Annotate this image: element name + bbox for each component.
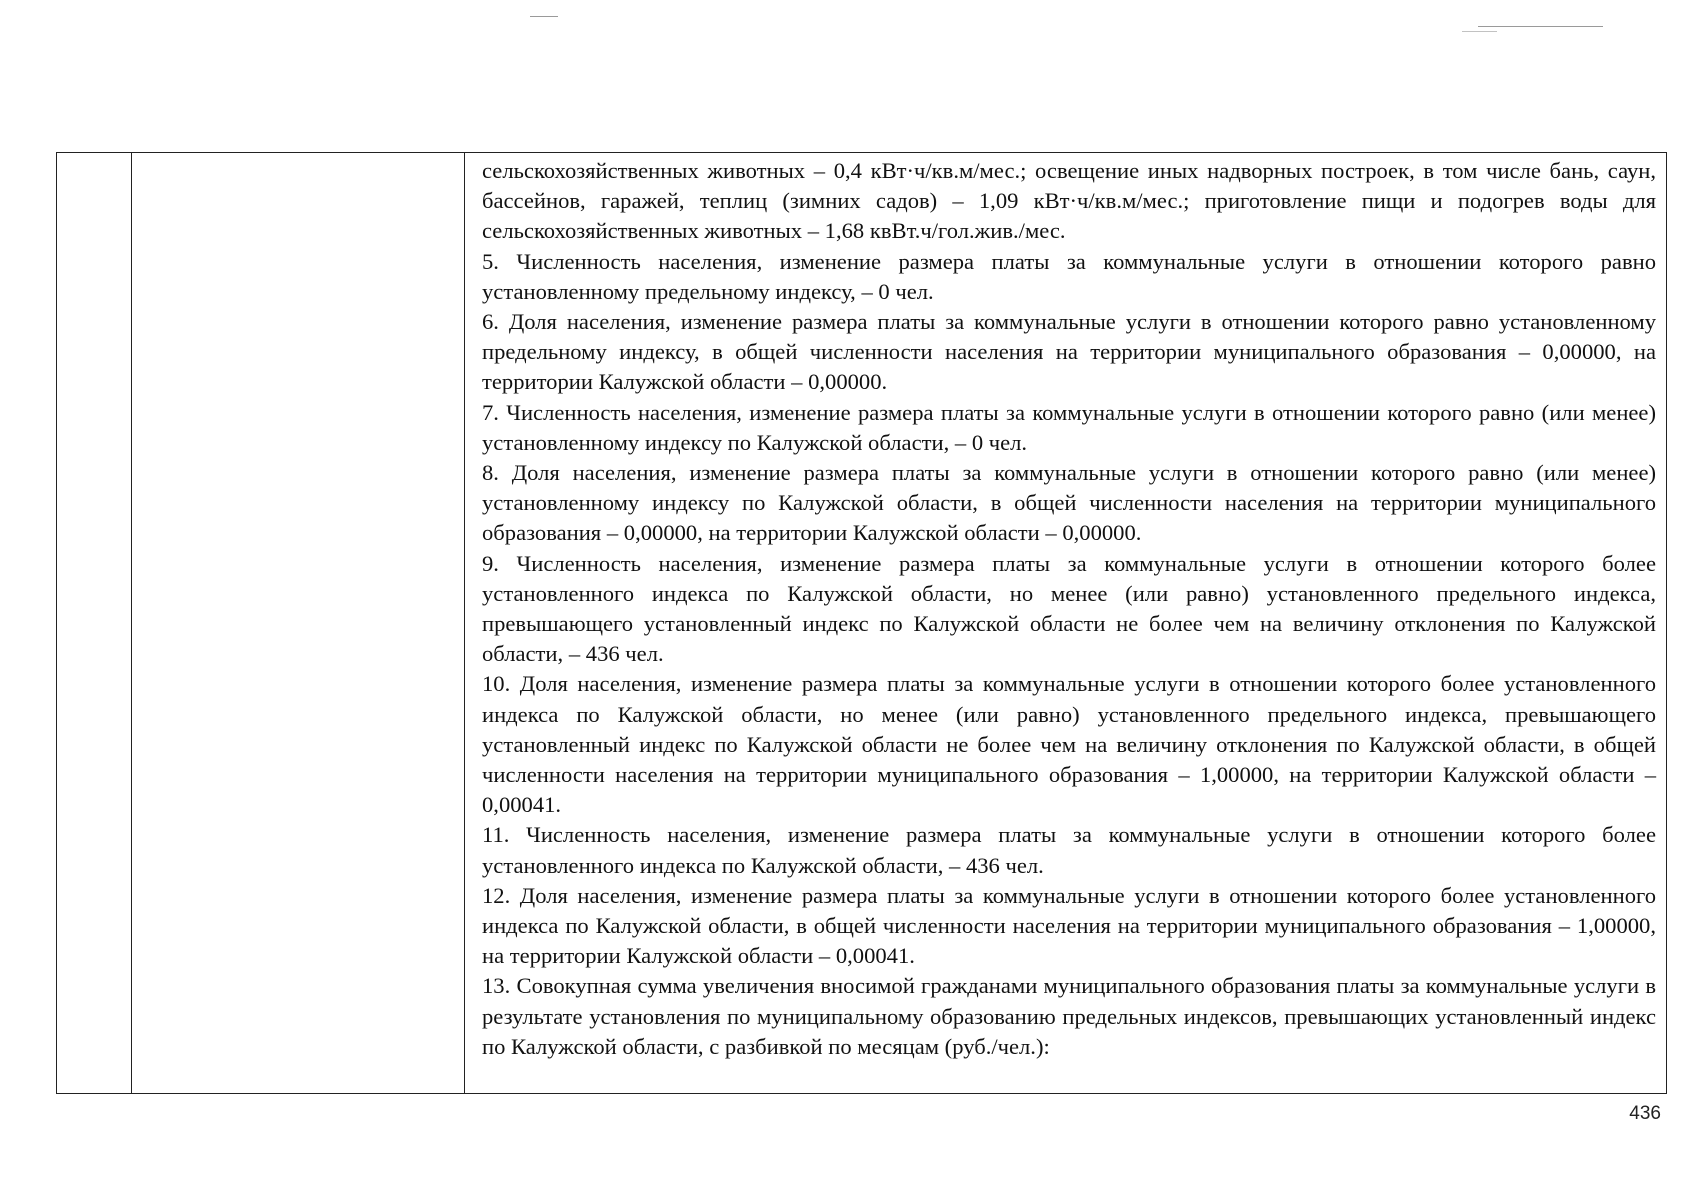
paragraph-item-11: 11. Численность населения, изменение размера платы за коммунальные услуги в отношении которого более установленного индекса по Калужской области, – 436 чел. [482,822,1656,878]
page-number: 436 [1629,1103,1661,1124]
paragraph-continuation: сельскохозяйственных животных – 0,4 кВт·ч/кв.м/мес.; освещение иных надворных построек, в том числе бань, саун, бассейнов, гаражей, теплиц (зимних садов) – 1,09 кВт·ч/кв.м/мес.; приготовление пищи и подогрев воды для сельскохозяйственных животных – 1,68 квВт.ч/гол.жив./мес. [482,158,1656,244]
document-table [56,152,1667,1094]
table-cell-number [57,153,132,1094]
scan-artifact-line [1462,31,1497,32]
scan-artifact-line [530,16,558,17]
paragraph-item-9: 9. Численность населения, изменение размера платы за коммунальные услуги в отношении которого более установленного индекса по Калужской области, но менее (или равно) установленного предельного индекса, превышающего установленный индекс по Калужской области не более чем на величину отклонения по Калужской области, – 436 чел. [482,550,1656,667]
paragraph-item-12: 12. Доля населения, изменение размера платы за коммунальные услуги в отношении которого более установленного индекса по Калужской области, в общей численности населения на территории муниципального образования – 1,00000, на территории Калужской области – 0,00041. [482,882,1656,969]
paragraph-item-6: 6. Доля населения, изменение размера платы за коммунальные услуги в отношении которого равно установленному предельному индексу, в общей численности населения на территории муниципального образования – 0,00000, на территории Калужской области – 0,00000. [482,309,1656,395]
table-cell-name [132,153,465,1094]
scan-artifact-line [1478,26,1603,27]
paragraph-item-13: 13. Совокупная сумма увеличения вносимой гражданами муниципального образования платы за коммунальные услуги в результате установления по муниципальному образованию предельных индексов, превышающих установленный индекс по Калужской области, с разбивкой по месяцам (руб./чел.): [482,973,1656,1059]
paragraph-item-10: 10. Доля населения, изменение размера платы за коммунальные услуги в отношении которого более установленного индекса по Калужской области, но менее (или равно) установленного предельного индекса, превышающего установленный индекс по Калужской области не более чем на величину отклонения по Калужской области, в общей численности населения на территории муниципального образования – 1,00000, на территории Калужской области – 0,00041. [482,671,1656,818]
table-row [57,153,1667,1094]
paragraph-item-8: 8. Доля населения, изменение размера платы за коммунальные услуги в отношении которого равно (или менее) установленному индексу по Калужской области, в общей численности населения на территории муниципального образования – 0,00000, на территории Калужской области – 0,00000. [482,460,1656,546]
table-cell-content [465,153,1667,1094]
paragraph-item-7: 7. Численность населения, изменение размера платы за коммунальные услуги в отношении которого равно (или менее) установленному индексу по Калужской области, – 0 чел. [482,399,1656,455]
paragraph-item-5: 5. Численность населения, изменение размера платы за коммунальные услуги в отношении которого равно установленному предельному индексу, – 0 чел. [482,248,1656,304]
